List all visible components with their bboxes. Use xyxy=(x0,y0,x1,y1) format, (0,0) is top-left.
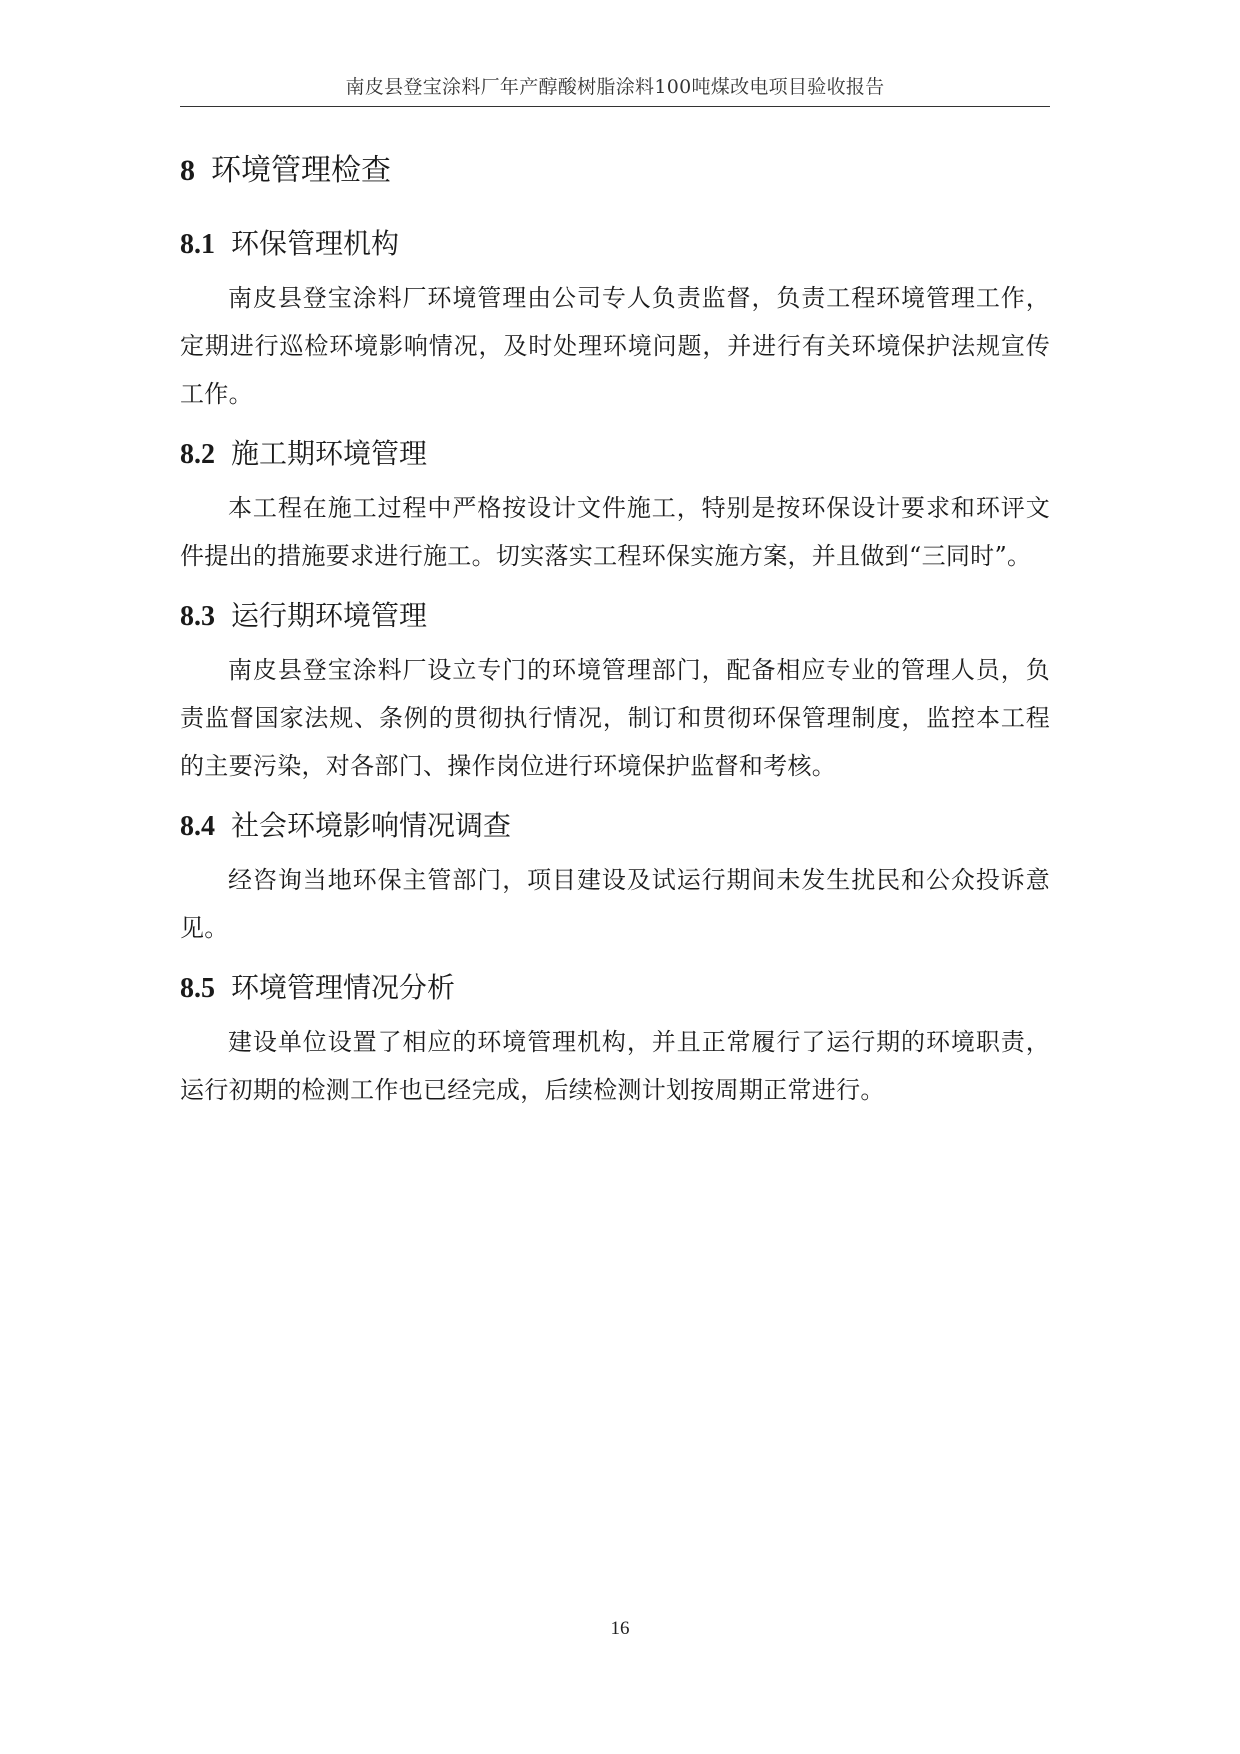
section-heading xyxy=(180,222,1050,266)
section-heading xyxy=(180,432,1050,476)
section-paragraph: 建设单位设置了相应的环境管理机构，并且正常履行了运行期的环境职责，运行初期的检测工作也已经完成，后续检测计划按周期正常进行。 xyxy=(180,1028,1050,1104)
section-number: 8.5 xyxy=(180,973,215,1004)
section-8-1 xyxy=(180,222,1050,418)
section-8-3 xyxy=(180,594,1050,790)
header-rule xyxy=(180,106,1050,107)
section-heading xyxy=(180,966,1050,1010)
section-title: 环境管理情况分析 xyxy=(231,971,456,1004)
page-number: 16 xyxy=(610,1618,630,1639)
section-8-2 xyxy=(180,432,1050,580)
page-content xyxy=(180,146,1050,1128)
chapter-heading xyxy=(180,146,1050,196)
section-number: 8.1 xyxy=(180,229,215,260)
section-title: 环保管理机构 xyxy=(231,227,400,260)
section-paragraph: 南皮县登宝涂料厂环境管理由公司专人负责监督，负责工程环境管理工作，定期进行巡检环境影响情况，及时处理环境问题，并进行有关环境保护法规宣传工作。 xyxy=(180,284,1050,408)
section-paragraph: 本工程在施工过程中严格按设计文件施工，特别是按环保设计要求和环评文件提出的措施要求进行施工。切实落实工程环保实施方案，并且做到“三同时”。 xyxy=(180,494,1050,570)
chapter-title: 环境管理检查 xyxy=(211,153,391,188)
section-heading xyxy=(180,804,1050,848)
section-paragraph: 南皮县登宝涂料厂设立专门的环境管理部门，配备相应专业的管理人员，负责监督国家法规、条例的贯彻执行情况，制订和贯彻环保管理制度，监控本工程的主要污染，对各部门、操作岗位进行环境保护监督和考核。 xyxy=(180,656,1050,780)
section-heading xyxy=(180,594,1050,638)
section-number: 8.3 xyxy=(180,601,215,632)
section-8-5 xyxy=(180,966,1050,1114)
section-title: 施工期环境管理 xyxy=(231,437,428,470)
chapter-number: 8 xyxy=(180,154,195,187)
section-number: 8.2 xyxy=(180,439,215,470)
section-8-4 xyxy=(180,804,1050,952)
section-paragraph: 经咨询当地环保主管部门，项目建设及试运行期间未发生扰民和公众投诉意见。 xyxy=(180,866,1050,942)
section-title: 社会环境影响情况调查 xyxy=(231,809,512,842)
section-number: 8.4 xyxy=(180,811,215,842)
section-title: 运行期环境管理 xyxy=(231,599,428,632)
running-header: 南皮县登宝涂料厂年产醇酸树脂涂料100吨煤改电项目验收报告 xyxy=(345,76,885,98)
